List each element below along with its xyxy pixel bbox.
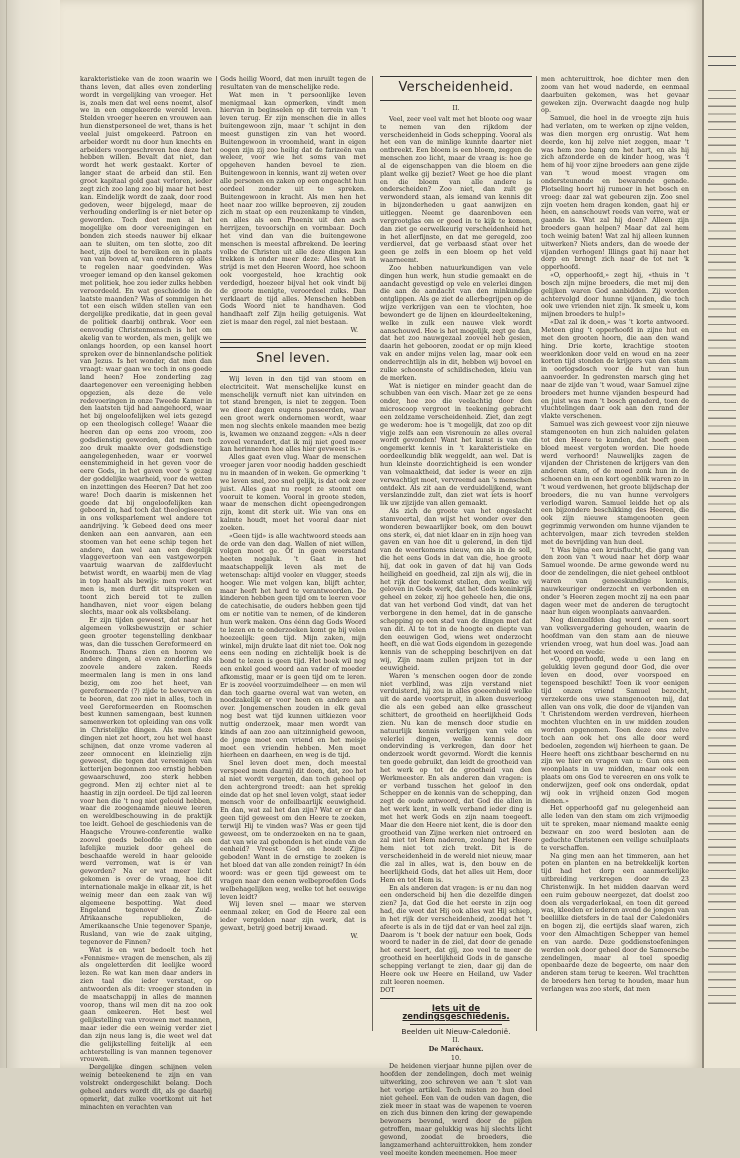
adjacent-page-text (708, 90, 736, 1010)
column-1-paragraph: Er zijn tijden geweest, dat naar het algemeen volksbewustzijn er schier geen grooter tegenstelling denkbaar was, dan die tusschen Gereformeerd en Roomsch. Thans zien en hooren we andere dingen, al even zonderling als zoovele andere zaken. Reeds meermalen lang is men in ons land bezig, om zoo het heet, van gereformeerde (?) zijde te bewerven en te beoren, dat zoo niet in alles, toch in veel Gereformeerden en Roomschen best kunnen samengaan, best kunnen samenwerken tot opleiding van ons volk in Christelijke dingen. Als men deze dingen niet zet hoort, zou het wel haast schijnen, dat onze vrome vaderen al zeer omnocent en kleinzielig zijn geweest, die tegen dat vereenigen van ketterijen begonnen zoo ernstig hebben gewaarschuwd, zoo sterk hebben gegrond. Men zij echter niet al te haastig in zijn oordeel. De tijd zal leeren voor hen die 't nog niet gelooid hebben, waar die zoogenaamde nieuwe leeren en wereldbeschouwing in de praktijk toe leidt. Gehoel de geschiedenis van de Haagsche Vrouwe-conferentie walke zoovel goeds beloofde en als een lafelijke muziek door geheel de beschaafde wereld in haar gelooide werd verromen, wat is er van geworden? Na er wat meer licht gekomen is over de vraag, hoe dit internationale makje in elkaar zit, is het weinig meer dan een zaak van wij algemeene bespotting. Wat deed Engeland tegenover de Zuid-Afrikaansche republieken, de Amerikaansche Unie tegenover Spanje, Rusland, van wie de zaak uitging, tegenover de Finnen? (80, 616, 212, 946)
column-2-paragraph: Snel leven doet men, doch meestal verspeed mem daarnij dit doen, dat, zoo het al niet wordt vergeten, dan toch geheel op den achtergrond treedt: aan het sprekig einde dat op het snel leven volgt, staat ieder mensch voor de onfeilbaarlijk eeuwigheid. En dan, wat zal het dan zijn? Wat er er dan geen tijd geweest om den Heere te zoeken, terwijl Hij te vinden was? Was er geen tijd geweest, om te onderzoeken en na te gaan, dat van wie zal gebonden is het einde van de eenheid? Vreest God en houdt Zijne geboden! Want in de ernstige te zoeken is het bloed dat van alle zonden reinigt? In één woord: was er geen tijd geweest om te vragen naar den eenen welbeproefden Gods welbehagelijken weg, welke tot het eeuwige leven leidt? (220, 759, 366, 901)
column-1-paragraph: Dergelijke dingen schijnen velen weinig beteekenend te zijn en van volstrekt ondergeschikt belang. Doch geheel anders wordt dit, als ge daarbij opmerkt, dat zulke voortkomt uit het minachten en verachten van (80, 1063, 212, 1111)
snel-leven-title: Snel leven. (255, 350, 331, 366)
zendingsgeschiedenis-title: Iets uit de zendingsgeschiedenis. (402, 1003, 510, 1022)
column-4-paragraph: men achteruittrok, hoe dichter men den zoom van het woud naderde, en eenmaal daarbuiten gekomen, was het gevaar geweken zijn. Overwacht daagde nog hulp op. (541, 75, 689, 115)
column-3-paragraph: Waren 's menschen oogen door de zonde niet verblind, was zijn verstand niet verduisterd, hij zou in alles goeeenheid welke uit de aarde voortspruit, in alken dusverloog die als een gebed aan elke grasscheut schittert, de grootheid en heerlijkheid Gods zien. Nu kan de mensch door studie en natuurlijk kennis verkrijgen van vele en velerlei dingen, welke kennis door ondervinding is verkregen, dan door het onderzoek wordt gevormd. Wordt die kennis ten goede gebruikt, dan leidt de grootheid van het werk op tot de grootheid van den Werkmeester. En als anderen dan vragen: is er verband tusschen het geloof in den Schepper en de kennis van de schepping, dan zegt de oude antwoord, dat God die allen in het werk kent, in welk verband ieder ding is met het werk Gods en zijn naam toegeeft. Maar die den Heere niet kent, die is door den grootheid van Zijne werken niet ontroerd en zal niet tot Hem naderen, zoolang het Heere hem niet tot zich trekt. Dit is de verscheidenheid in de wereld niet nieuw, maar die zal in alles, wat is, den bouw en de heerlijkheid Gods, dat het alles uit Hem, door Hem en tot Hem is. (380, 671, 532, 884)
column-rule-1 (216, 76, 217, 1031)
column-1 (80, 75, 212, 1111)
chapter-number: 10. (450, 1053, 462, 1062)
article-subtitle: Beelden uit Nieuw-Caledonië. (401, 1027, 511, 1037)
column-4 (541, 76, 689, 1036)
adjacent-page-header-rule (708, 56, 736, 66)
article-signature: W. (350, 326, 358, 334)
column-4-paragraph: 't Was bijna een kruisflucht, die gang van den zoon van 't woud naar het dorp waar Samuel woonde. De arme gewonde werd nu door de zendelingen, die niet geheel ontbloot waren van geneeskundige kennis, nauwkeuriger onderzocht en verbonden en onder 's Heeren zegen mocht zij na een paar dagen weer met de anderen de terugtocht naar hun eigen woonplaats aanvaarden. (541, 545, 689, 617)
binding-strip (0, 0, 60, 1068)
column-4-paragraph: Samuel was zich geweest voor zijn nieuwe stamgenooten en hun zich naluiden gelaten tot den Heere te kunden, dat hoeft geen bloed meest vergoten worden. Die hoede werd verhoord! Nauwelijks zagen de vijanden der Christenen de krijgers van den anderen stam, of de moed zonk hun in de schoenen en in een kort ogenblik waren zo in 't woud verdwenen, het groote blijdschap der broeders, die nu van hunne vervolgers verlodigd waren. Samuel leidde het op als een bijzondere beschikking des Heeren, die ook zijn nieuwe stamgenooten geen gegrimmig verwonden om hunne vijanden te achtervolgen, maar zich tevreden stelden met de bevrijding van hun deel. (541, 420, 689, 546)
article-separator (380, 998, 532, 999)
column-3-paragraph: Als zich de groote van het ongeslacht stamvoertal, dan wijst het wonder over den wonderen bewaarlijker boek, om den bouwt ons sterk, ei, dat niet klaar en in zijn hoeg van gaven en van hoe dit u gelerend, in den tijd van de weerkomens nieuw, om als in de soll, die het eens Gods in dat van die, hoe groote hij, dat ook in gaven of dat hij van Gods heiligheid en goedheid, zal zijn als wij, die in het rijk der toekomst stellen, den welke wij geloven in Gods werk, dat het Gods koninkrijk geheel en zeker, zij hoe geheele hen, die ons, dat van het verbond God vindt, dat van het verborgene in den hemel, dat in de gansche schepping op een stad van de dingen met dat van dit. Al te tot in de hoogte en diepte van den eeuwigen God, wiens wet onderzocht heeft, en die wat Gods eigendom in gezegende kennis van de schepping beschrijven en dat wij, Zijn naam zullen prijzen tot in der eeuwigheid. (380, 507, 532, 672)
article-signature: W. (350, 931, 358, 940)
verscheidenheid-title: Verscheidenheid. (398, 80, 514, 95)
column-rule-3 (536, 76, 537, 1031)
verscheidenheid-header (380, 76, 532, 101)
column-2-paragraph: Wat men in 't persoonlijke leven menigmaal kan opmerken, vindt men hiervan in beginselen op dit terrein van 't leven terug. Er zijn menschen die in alles buitengewoon zijn, maar 't schijnt in den meest gunstigen zin van het woord. Buitengewoon in vroomheid, want in eigen oogen zijn zij zoo heilig dat de farizeën van weleer, voor wie het soms van met opgeheven handen bevoel te zien. Buitengewoon in kennis, want zij weten over alle personen en zaken op een ongeacht hun oordeel zonder uit te spreken. Buitengewoon in kracht. Als men hen het heet naar zoo willke beproeven, zij zouden zich m staat op een reuzenkamp te vinden, en alles als een Phoenix uit den asch herrijzen, tevoorschijn en vormbaar. Doch het vind dan van die buitengewone menschen is meestal afbrekend. De leering volbe de Christen uit alle deze dingen kan trekken is onder meer deze: Alles wat in strijd is met den Heeren Woord, hoe schoon ook voorgesteld, hoe krachtig ook verdedigd, hoezeer bijval het ook vindt bij de groote menigte, veroordeel zulks. Dan verklaart de tijd alles. Menschen hebben Gods Woord niet te handhaven. God handhaaft zelf Zijn heilig getuigenis. Wat ziet is maar den regel, zal niet bestaan. (220, 90, 366, 327)
column-2-paragraph: «Geen tijd» is alle wachtwoord steeds aan de orde van den dag. Wallen of niet willen, volgen moet ge. Of in geen weerstand heeten nogaluk. 't Gaat in het maatschappelijk leven als met de wetenschap: altijd vooler en vlugger, steeds hooger. Wie met volgen kan, blijft achter, maar heeft het hard te verantwoorden. De kinderen hebben geen tijd om te leeren voor de catechisatie, de ouders hebben geen tijd om er notitie van te nemen, of de kinderen hun werk maken. Ons éénn dag Gods Woord te lezen en te onderzoeken komt ge bij velen hoezeelijk: geen tijd. Mijn zaken, mijn winkel, mijn drukte laat dit niet toe. Ook nog eens een noding en zichtelijk boek is de bond te lezen is geen tijd. Het boek wil nog een enkel goed woord aan vader of moeder afkomstig, maar er is geen tijd om te leren. Er is zoovéel voorzuimdelheer — en men wil dan toch gaarne overal wat van weten, en noodzakelijk er voor heen en andere aan over. Jongemenschen zouden in elk geval nog best wat tijd kunnen uitkiezen voor nuttig onderzoek, maar men wordt van kinds af aan zoo aan uitzinnigheid gewoon, de jonge moet een vriend en het meisje moet een vriendin hebben. Men moet hierheen en daarheen, en weg is de tijd. (220, 531, 366, 760)
article-signature: DOT (380, 985, 395, 994)
column-4-paragraph: Samuel, die hoel in de vroegte zijn huis had verlaten, om te werken op zijne velden, was dien morgen erg onrustig. Wat hem deerde, kon hij zelve niet zeggen, maar 't was hem zoo bang om het hart, en als hij zich afzonderde en de kinder hoog, was 't hem of hij voor zijne broeders aan gene zijde van 't woud moest vragen om ondersteunende en bewarende genade. Plotseling hoort hij rumoer in het bosch en vroeg: daar zal wat gebeuren zijn. Zoo snel zijn voeten hem dragen konden, gaat hij er heen, en aanschouwt reeds van verre, wat er gaande is. Wat zal hij doen? Alleen zijn broeders gaan helpen? Maar dat zal hem toch weinig baten! Wat zal hij alleen kunnen uitwerken? Niets anders, dan de woede der vijanden verhogen! Illings gaat hij naar het dorp en brengt zich naar de tot net 'k opperhoofd. (541, 114, 689, 272)
column-1-paragraph: karakteristieke van de zoon waarin we thans leven, dat alles even zonderling wordt in vergelijking van vroeger. Het is, zoals men dat wel eens noemt, alsof we in een omgekeerde wereld leven. Stelden vroeger heeren en vrouwen aan hun dienstpersoneel de wet, thans is het veelal juist omgekeerd. Patroon en arbeider wordt nu door hun knechts en arbeiders voorgeschreven hoe deze het hebben willen. Bevalt dat niet, dan wordt het werk gestaakt. Korter of langer staat de arbeid dan stil. Een groot kapitaal gold gaat verloren, ieder zegt zich zoo lang zoo bij maar het best kan. Eindelijk wordt de zaak, door rood gedoven, weer bijgelegd, maar de verhouding onderling is er niet beter op geworden. Toch doet men al het mogelijke om door vereenigingen en bonden zich steeds nauwer bij elkaar aan te sluiten, om ten slotte, zoo dit heet, zijn doel te bereiken en in plaats van van boven af, van onderen op alles te regelen naar goedvinden. Was vroeger iemand op den kansel gekomen met politiek, hoe zou ieder zulks hebben veroordeeld. En wat geschiedde in de laatste maanden? Was of sommigen het tot een eisch wilden stellen van een dergelijke predikatie, dat in geen geval de politiek daarbij ontbrak. Voor een eenvoudig Christenmensch is het om akelig van te worden, als men, gelijk we onlangs hoorden, op een kansel hoort spreken over de binnenlandsche politiek van Jezus. Is het wonder, dat men dan vraagt: waar gaan we toch in ons goede land heen? Hoe zonderling zag daartegenover een vereeniging hebben opgezien, als deze de vele redevoeringen in onze Tweede Kamer in den laatsten tijd had aangehoord, waar het bij ongeloofelijken wel iets gezegd op een theologisch college! Waaar die heeren dan op eens zoo vroom, zoo godsdienstig geworden, dat men toch zoo druk maakte over godsdienstige aangelegenheden, waar er voorwel eenstemmigheid in het geven voor de eere Gods, in het gaven voor 's gezag der goddelijke waarheid, voor de wetten en inzettingen des Heeren? Dat het zoo ware! Doch daarin is miskennen het goede dat bij ongeloofelijken kan geboord in, had toch dat theologiseeren in ons volksparlement wel andere tot aandrijving. 'k Gebeed deed ons meer denken aan een aanvaren, aan een stoomen van het eene schip tegen het andere, dan wel aan een degelijk vlaggevertoon van een vastgeworpen vaartuig waarvan de zalfdevlucht betwist wordt, en waarbij men de vlag in top haalt als bewijs: men voert wat men is, men durft dit uitspreken en toont zich bereid tot te zullen handhaven, niet voor eigen belang slechts, maar ook als volksbelang. (80, 75, 212, 617)
chapter-heading: De Maréchaux. (428, 1044, 484, 1053)
column-3-paragraph: De heidenen vierjaar hunne pijlen over de hoofden der zendelingen, doch met weinig uitwerking, zoo schreven we aan 't slot van het vorige artikel. Toch misten zo hun doel niet geheel. Een van de ouden van dagen, die ziek meer in staat was de wapenen te voeren en zich dus binnen den kring der gewapende bewoners bevond, werd door de pijlen getroffen, maar gelukkig was hij slechts licht gewond, zoodat de broeders, die langzamerhand achteruittrokken, hem zonder veel moeite konden meenemen. Hoe meer (380, 1062, 532, 1157)
snel-leven-header (220, 347, 366, 372)
column-rule-2 (372, 76, 373, 1031)
column-4-paragraph: Na ging men aan het timmeren, aan het poten en planten en na betrekkelijk korten tijd had het dorp een aanmerkelijke uitbreiding verkregen door de 23 Christenwijk. In het midden daarvan werd een ruim gebouw neergezet, dat doelst zoo doen als vergaderlokaal, en toen dit gereed was, kleeden er iederen avond de jongen van beeliilke dietsfers in de taal der Caledoniërs en bogen zij, die eertijds slaaf waren, zich voor den Almachtigen Schepper van hemel en van aarde. Deze goddienstoefeningen werden ook door geheel door de Samoerscbe zendelingen, maar al toel spoedig openbaarde deze de begeerte, om naar den anderen stam terug te keeren. Wel trachtten de broeders hen terug te houden, maar hun verlangen was zoo sterk, dat men (541, 851, 689, 993)
column-1-paragraph: Wat is en wat bedoelt toch het «Fennisme» vragen de menschen, als zij als ongeletterden dit leelijke woord lezen. Re wat kan men daar anders in zien taal die ieder verstaat, op antwoorden als dit: vroeger stonden in de maatschappij in alles de mannen voorop, thans wil men dit na zoo ook gaan omkeeren. Het best wel gelijkstelling van vrouwen met mannen, maar ieder die een weinig verder ziet dan zijn neus lang is, die weet wel dat die gelijkstelling feitelijk al een achterstelling is van mannen tegenover vrouwen. (80, 945, 212, 1064)
column-3-paragraph: Wat is nietiger en minder geacht dan de schubben van een visch. Maar zet ge ze eens onder, hoe zoo die veelachtig door den microscoop vergroot in teekening gebracht een zeldzame verscheidenheid. Ziet, dan zegt ge wederom: hoe is 't mogelijk, dat zoo op dit vigje zelfs aan een visrenouin ze alles overal wordt gevonden! Want het kunst is van die ongemerkt kennis in 't karakteristieke en oordeelkundig blik weggeldt, aan wel. Dat is hun kleinste doorzichtigheid is een wonder van volmaaktheid, dat ieder is weer en zijn verwachtigt moet, vervreemd aan 's menschen ontdekt. Als zit aan de verduidelijkend, want verslanzindde zult, dan ziet wat iets is hoorf lik uw zijzijde van allen gemaakt. (380, 381, 532, 508)
column-2-paragraph: Alles gaat even vlug. Waar de menschen vroeger jaren voor noodig hadden geschiedt nu in maanden of in weken. Ge opmerking 't we leven snel, zoo snel gelijk, is dat ook zeer juist. Alles gaat nu roept ze stoomt om vooruit te komen. Vooral in groote steden, waar de menschen dicht opeengedrongen zijn, komt dit sterk uit. Wie van ons en kalmte houdt, moet het vooral daar niet zoeken. (220, 453, 366, 532)
column-3-paragraph: En als anderen dat vragen: is er nu dan nog een onderscheid bij hen die dezelfde dingen zien? Ja, dat God die het eerste in zijn oog had, die weet dat Hij ook alles wat Hij schiep, in het rijk der verscheidenheid, zoodat het 't afeerte is als in de tijd dat er van heel zal zijn. Daarom is 't boek der natuur een boek, Gods woord te nader in de ziel, dat door de genade het eerst leert, dat gij, zoo veel te meer de grootheid en heerlijkheid Gods in de gansche schepping verlangt te zien, daar gij dan de Heere ook uw Heere en Heiland, uw Vader zult leeren noemen. (380, 883, 532, 986)
column-4-paragraph: «Dat zal ik doen,» was 't korte antwoord. Meteen ging 't opperhoofd in zijne hut en met den grooten hoorn, die aan den wand hing. Drie korte, krachtige stooten weerklonken door veld en woud en na zeer korten tijd stonden de krijgers van den stam in oorlogsdosch voor de hut van hun aanvoerder. In gedrensten marsch ging het naar de zijde van 't woud, waar Samuel zijne broeders met hunne vijanden bespeurd had en juist was men 't bosch genaderd, toen de vluchtelingen daar ook aan den rand der vlakte verschenen. (541, 318, 689, 421)
column-3-paragraph: Veel, zeer veel valt met het bloote oog waar te nemen van den rijkdom der verscheidenheid in Gods schepping. Vooral als het een van de minlige kunnte daarter niet ontbreekt. Een bloem is een bloem, zeggen de menschen zoo licht, maar de vraag is: hoe ge al de eigenschappen van die bloem en die plant welke gij beziet? Weet ge hoe die plant en die bloem van alle andere is onderscheiden? Zoo niet, dan zult ge verwonderd staan, als iemand van kennis dit in bijzonderheden u gaat aanwijzen en uitleggen. Neemt ge daarenboven een vergrootglas om er goed in te kijk te komen, dan ziet ge eerwelkeurig verscheidenheid het in het allerfijnste, en dat me geregeld, zoo verdiervel, dat ge verbaasd staat over het geen ge zelfs in een bloem op het veld waarneemt. (380, 114, 532, 265)
title-underline-rule (410, 1024, 501, 1025)
adjacent-page-edge (702, 0, 740, 1068)
article-separator (220, 339, 366, 343)
column-3 (380, 76, 532, 1157)
column-4-paragraph: Het opperhoofd gaf nu gelegenheid aan alle leden van den stam om zich vrijmoedig uit te spreken, maar niemand maakte eenig bezwaar en zoo werd besloten aan de geduchte Christenen een veilige schuilplaats te verschaffen. (541, 804, 689, 852)
part-number: II. (452, 1035, 460, 1044)
column-2-paragraph: Wij leven snel — maar we sterven eenmaal zeker, en God de Heere zal een ieder vergelden naar zijn werk, dat is gewaxt, betrij goed betrij kwaad. (220, 900, 366, 932)
column-4-paragraph: Nog dienzelfden dag werd er een soort van volksvergadering gehouden, waarin de hoofdman van den stam aan de nieuwe vrienden vroeg, wat hun doel was. Joad aan het woord en wede: (541, 616, 689, 656)
column-2-paragraph: Gods heilig Woord, dat men inruilt tegen de resultaten van de menschelijke rede. (220, 75, 366, 91)
column-2 (220, 76, 366, 1036)
column-2-paragraph: Wij leven in den tijd van stoom en electriciteit. Wat menschelijke kunst en menschelijk vernuft niet kan uitvinden en tot stand brengen, is niet te zeggen. Toen we dieer dagen eugens passeerden, waar een groot werk ondernomen wordt, waar men nog slechts enkele maanden mee bezig is, kwamen we onzaand zeggen: «Als n deer zoveel verandert, dat ik mij niet goed meer kan herinneren hoe alles hier gevweest is.» (220, 374, 366, 454)
part-number: II. (452, 104, 460, 112)
column-4-paragraph: «O, opperhoofd, wede u een lang en gelukkig leven gegund door God, die over leven en dood, over voorspoed en tegenspoed beschikt! Toen ik voor eenigen tijd onzen vriend Samuel bezocht, verzekerde ons uwe stamgenooten mij, dat allen van ons volk, die door de vijanden van 't Christendom werden verdreven, hierheen mochten vluchten en in uw midden zouden worden opgenomen. Toen deze ons zelve toch aan ook het ons alle door werd bedoelen, zegenden wij hierheen te gaan. De Heere heeft ons zichtbaar beschermd en nu zijn we hier en vragen van u: Gun ons een woonplaats in uw midden, maar ook een plaats om ons God te vereeren en ons volk te onderwijzen, geef ook ons onderdak, opdat wij ook in vrijheid onzen God mogen dienen.» (541, 655, 689, 805)
column-4-paragraph: «O, opperhoofd,» zegt hij, «thuis in 't bosch zijn mijne broeders, die met mij den gelijken waren God aanbidden. Zij worden achtervolgd door hunne vijanden, die toch ook uwe vrienden niet zijn. Ik smeek u, kom mijnen broeders te hulp!» (541, 271, 689, 319)
column-3-paragraph: Zoo hebben natuurkundigen van vele dingen hun werk, hun studie gemaakt en de aandacht gevestigd op vele en velerlei dingen die aan de aandacht van den minkundige ontglippen. Als ge ziet de allerbegrijpen op de wijze verkrijgen van een te vlochten, hoe bewondert ge de lijnen en kleurdeeltekening, welke in zulk een nauwe vlek wordt aanschouwd. Hoe is het mogelijk, zegt ge dan, dat het zoo nauwgezaal zooveel heb gesien, daarin het gebooren, zoodat er op mijn kleed vak en ander mijns velen lag, maar ook een onderrechtlijn als in dit, hebben wij bovoel en zulke schoonste of schildischeden, kleiu van de merken. (380, 263, 532, 382)
